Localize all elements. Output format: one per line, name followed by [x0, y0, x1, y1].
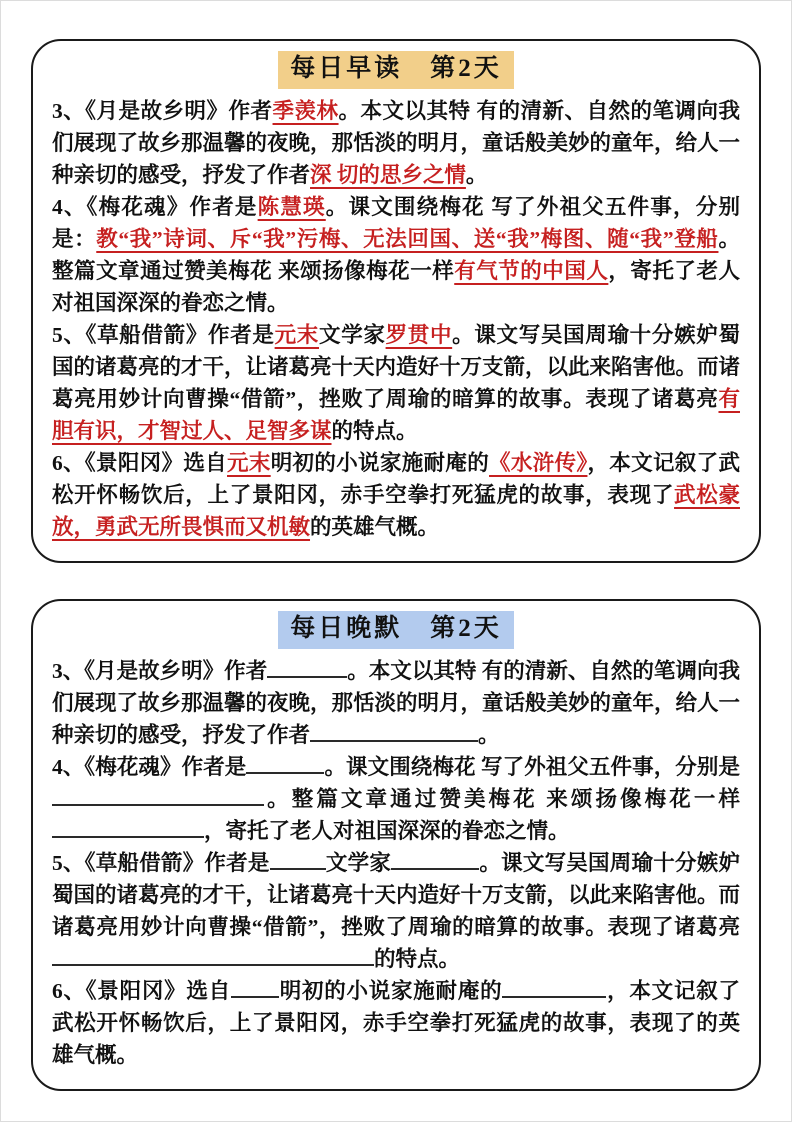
evening-title: 每日晚默 第2天 [278, 611, 514, 649]
fill-in-blank [270, 847, 326, 870]
answer-text: 深 切的思乡之情 [310, 162, 466, 187]
fill-in-blank [231, 975, 279, 998]
body-text: 的特点。 [374, 946, 461, 971]
answer-text: 元末 [227, 450, 271, 475]
fill-in-blank [52, 815, 204, 838]
morning-title-row [52, 51, 740, 89]
answer-text: 教“我”诗词、斥“我”污梅、无法回国、送“我”梅图、随“我”登船 [96, 226, 719, 251]
evening-dictation-section [31, 599, 761, 1091]
fill-in-blank [52, 783, 264, 806]
body-text: 的英雄气概。 [52, 1010, 740, 1067]
paragraph [52, 847, 740, 975]
body-text: ，本文记叙了武松开怀畅饮后，上了景阳冈，赤手空拳打死猛虎的故事，表现了 [52, 978, 740, 1035]
body-text: 文学家 [325, 850, 392, 875]
morning-reading-section [31, 39, 761, 563]
answer-text: 有胆有识，才智过人、足智多谋 [52, 386, 740, 443]
paragraph [52, 751, 740, 847]
fill-in-blank [52, 943, 374, 966]
body-text: 。本文以其特 有的清新、自然的笔调向我们展现了故乡那温馨的夜晚，那恬淡的明月，童话般美妙的童年，给人一种亲切的感受，抒发了作者 [52, 98, 741, 187]
body-text: 。本文以其特 有的清新、自然的笔调向我们展现了故乡那温馨的夜晚，那恬淡的明月，童话般美妙的童年，给人一种亲切的感受，抒发了作者 [52, 658, 741, 747]
body-text: 3、《月是故乡明》作者 [52, 658, 268, 683]
body-text: 。 [478, 722, 500, 747]
morning-paragraphs [52, 95, 740, 543]
answer-text: 陈慧瑛 [257, 194, 326, 219]
body-text: 。课文围绕梅花 写了外祖父五件事，分别是 [324, 754, 740, 779]
morning-title: 每日早读 第2天 [278, 51, 514, 89]
body-text: ，寄托了老人对祖国深深的眷恋之情。 [204, 818, 570, 843]
answer-text: 武松豪放，勇武无所畏惧而又机敏 [52, 482, 740, 539]
body-text: 4、《梅花魂》作者是 [52, 754, 247, 779]
body-text: 。整篇文章通过赞美梅花 来颂扬像梅花一样 [52, 226, 740, 283]
body-text: 文学家 [319, 322, 386, 347]
body-text: 6、《景阳冈》选自 [52, 978, 231, 1003]
evening-title-row [52, 611, 740, 649]
body-text: 5、《草船借箭》作者是 [52, 322, 275, 347]
paragraph [52, 655, 740, 751]
body-text: 明初的小说家施耐庵的 [278, 978, 503, 1003]
body-text: 3、《月是故乡明》作者 [52, 98, 273, 123]
fill-in-blank [310, 719, 478, 742]
answer-text: 《水浒传》 [489, 450, 588, 475]
paragraph [52, 191, 740, 319]
body-text: 。 [465, 162, 488, 187]
fill-in-blank [267, 655, 347, 678]
answer-text: 元末 [274, 322, 319, 347]
fill-in-blank [502, 975, 606, 998]
paragraph [52, 95, 740, 191]
body-text: 的英雄气概。 [310, 514, 440, 539]
body-text: 4、《梅花魂》作者是 [52, 194, 258, 219]
evening-paragraphs [52, 655, 740, 1071]
fill-in-blank [391, 847, 479, 870]
body-text: 。课文围绕梅花 写了外祖父五件事，分别是： [52, 194, 740, 251]
body-text: 。课文写吴国周瑜十分嫉妒蜀国的诸葛亮的才干，让诸葛亮十天内造好十万支箭，以此来陷害他。而诸葛亮用妙计向曹操“借箭”，挫败了周瑜的暗算的故事。表现了诸葛亮 [52, 850, 741, 939]
body-text: 6、《景阳冈》选自 [52, 450, 228, 475]
paragraph [52, 447, 740, 543]
fill-in-blank [246, 751, 324, 774]
body-text: 的特点。 [331, 418, 418, 443]
body-text: 明初的小说家施耐庵的 [270, 450, 490, 475]
body-text: 。整篇文章通过赞美梅花 来颂扬像梅花一样 [264, 786, 740, 811]
paragraph [52, 975, 740, 1071]
paragraph [52, 319, 740, 447]
answer-text: 有气节的中国人 [454, 258, 609, 283]
answer-text: 季羡林 [272, 98, 339, 123]
body-text: ，寄托了老人对祖国深深的眷恋之情。 [52, 258, 740, 315]
body-text: ，本文记叙了武松开怀畅饮后，上了景阳冈，赤手空拳打死猛虎的故事，表现了 [52, 450, 740, 507]
answer-text: 罗贯中 [385, 322, 453, 347]
body-text: 5、《草船借箭》作者是 [52, 850, 270, 875]
body-text: 。课文写吴国周瑜十分嫉妒蜀国的诸葛亮的才干，让诸葛亮十天内造好十万支箭，以此来陷害他。而诸葛亮用妙计向曹操“借箭”，挫败了周瑜的暗算的故事。表现了诸葛亮 [52, 322, 741, 411]
